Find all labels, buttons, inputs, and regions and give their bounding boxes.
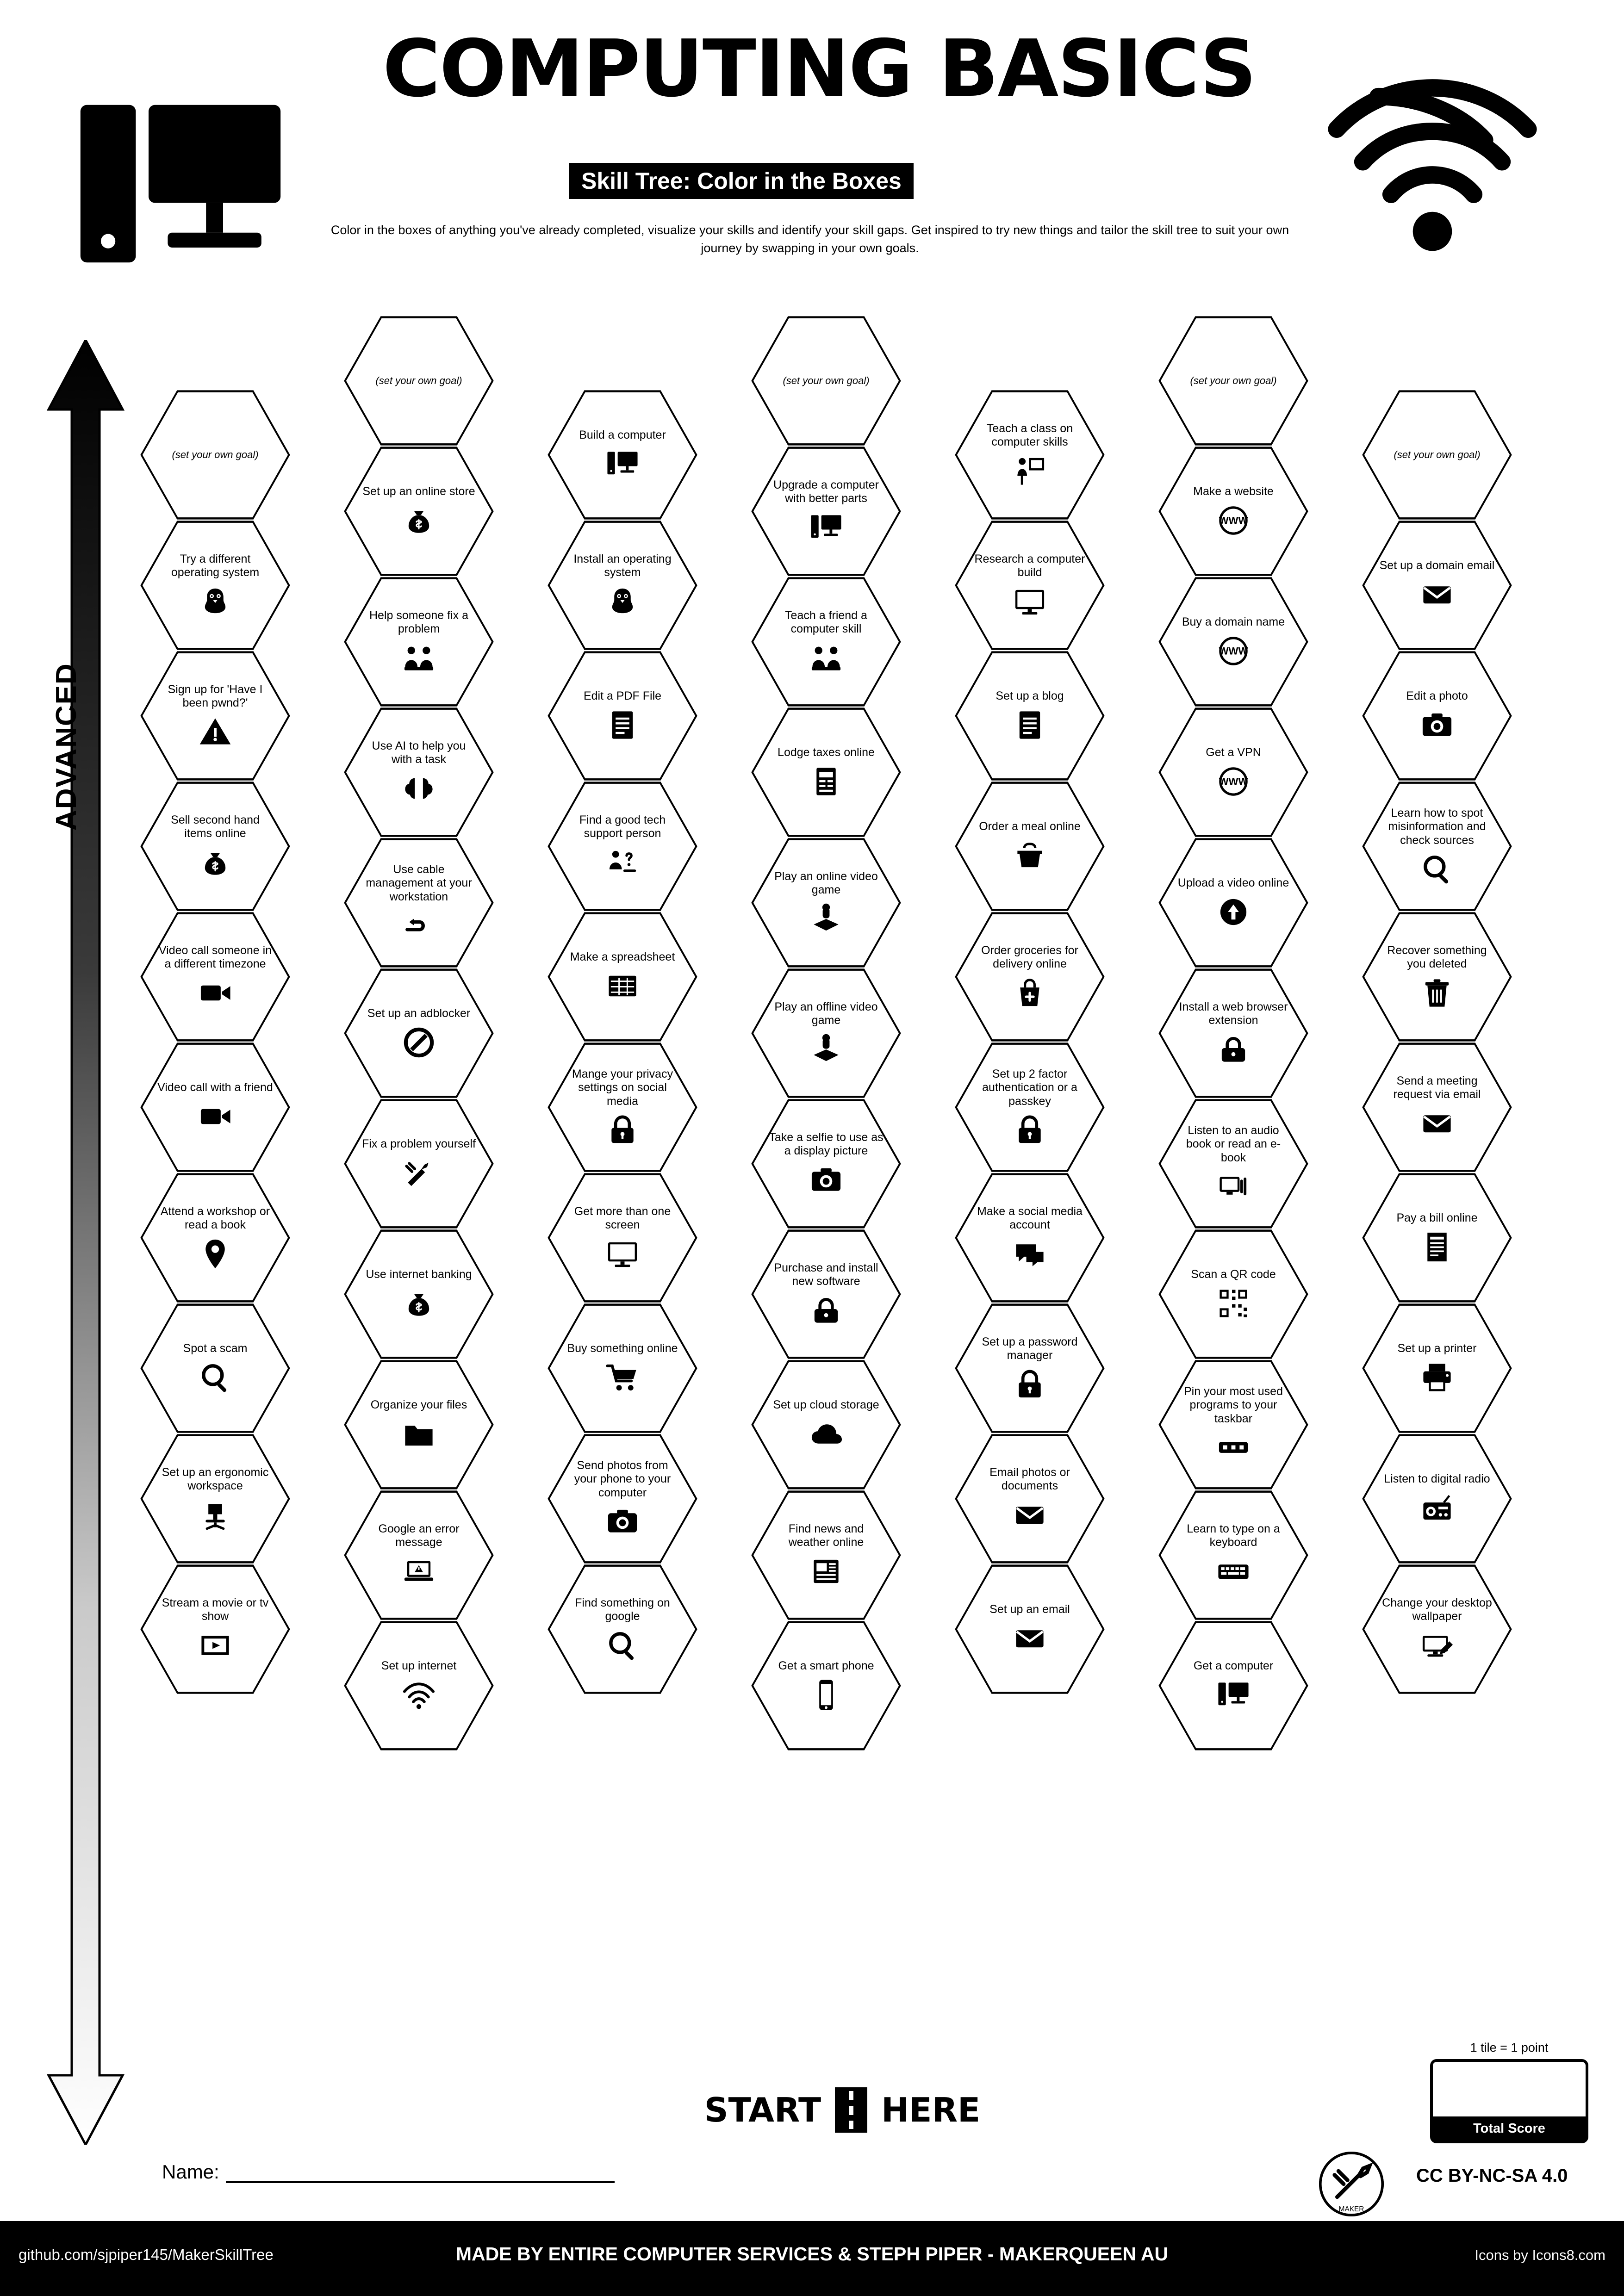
skill-tile[interactable] (546, 780, 699, 912)
skill-tile[interactable] (953, 389, 1106, 521)
skill-tile[interactable] (1361, 1302, 1513, 1434)
printer-icon (1420, 1360, 1454, 1395)
skill-tile[interactable] (1157, 445, 1310, 577)
svg-text:WWW: WWW (1219, 515, 1248, 527)
skill-tile-label: Recover something you deleted (1387, 943, 1487, 970)
skill-tile-label: Pin your most used programs to your taskbar (1184, 1384, 1283, 1425)
skill-tile[interactable] (139, 1041, 292, 1173)
skill-tile-label: Play an offline video game (774, 1000, 878, 1027)
skill-tile-label: Make a website (1193, 485, 1274, 498)
skill-tile[interactable] (139, 1302, 292, 1434)
folder-icon (402, 1417, 436, 1451)
subtitle-banner: Skill Tree: Color in the Boxes (569, 163, 914, 199)
skill-tile[interactable] (1361, 911, 1513, 1043)
skill-tile-label: Edit a PDF File (583, 689, 662, 703)
office-chair-icon (198, 1498, 232, 1532)
page-title: COMPUTING BASICS (382, 23, 1256, 115)
www-globe-icon (1216, 634, 1251, 668)
skill-tile-label: Set up a blog (996, 689, 1064, 703)
smartphone-icon (809, 1678, 843, 1712)
skill-tile-label: Build a computer (579, 428, 666, 442)
skill-tile-label: (set your own goal) (783, 375, 870, 386)
skill-tile[interactable] (1157, 576, 1310, 708)
skill-tile-label: Find a good tech support person (579, 813, 666, 840)
skill-tile-label: Purchase and install new software (774, 1261, 878, 1288)
news-icon (809, 1554, 843, 1589)
skill-tile[interactable] (750, 1359, 902, 1491)
skill-tile[interactable] (1361, 650, 1513, 782)
takeaway-food-icon (1013, 838, 1047, 873)
skill-tile-label: Listen to digital radio (1384, 1472, 1490, 1486)
skill-tile-custom-goal[interactable] (750, 315, 902, 447)
trash-icon (1420, 976, 1454, 1010)
monitor-icon (605, 1237, 640, 1271)
svg-text:WWW: WWW (1219, 776, 1248, 788)
joystick-icon (809, 902, 843, 936)
skill-tile-label: Video call someone in a different timezone (158, 943, 272, 970)
skill-tile[interactable] (139, 519, 292, 652)
skill-tile-label: Get a smart phone (778, 1659, 874, 1673)
skill-tile[interactable] (342, 1489, 495, 1621)
skill-tile[interactable] (342, 1620, 495, 1752)
skill-tile[interactable] (953, 911, 1106, 1043)
location-pin-icon (198, 1237, 232, 1271)
skill-tile-label: Find news and weather online (788, 1522, 864, 1549)
skill-tile[interactable] (139, 780, 292, 912)
warning-triangle-icon (198, 715, 232, 749)
camera-icon (605, 1504, 640, 1539)
presenter-icon (1013, 454, 1047, 488)
grocery-bag-icon (1013, 976, 1047, 1010)
skill-tile[interactable] (953, 1172, 1106, 1304)
desktop-computer-icon (1216, 1678, 1251, 1712)
lock-icon (1013, 1113, 1047, 1147)
wallpaper-edit-icon (1420, 1628, 1454, 1663)
camera-icon (809, 1163, 843, 1197)
skill-tile[interactable] (750, 967, 902, 1099)
skill-tile[interactable] (139, 650, 292, 782)
start-here-marker (666, 2082, 1018, 2138)
skill-tile-label: Mange your privacy settings on social media (572, 1067, 673, 1108)
brain-chip-icon (402, 771, 436, 806)
spreadsheet-icon (605, 969, 640, 1003)
skill-tile-label: Sell second hand items online (171, 813, 260, 840)
skill-tile[interactable] (546, 911, 699, 1043)
skill-tile[interactable] (1361, 1172, 1513, 1304)
skill-tile[interactable] (342, 967, 495, 1099)
skill-tile[interactable] (342, 1228, 495, 1360)
skill-tile-label: Play an online video game (774, 869, 878, 896)
skill-tile[interactable] (953, 1433, 1106, 1565)
tile-point-note: 1 tile = 1 point (1470, 2041, 1549, 2054)
install-lock-icon (809, 1293, 843, 1328)
skill-tile[interactable] (139, 1433, 292, 1565)
wifi-icon (402, 1678, 436, 1712)
skill-tile[interactable] (1157, 1620, 1310, 1752)
name-field[interactable] (162, 2161, 615, 2183)
skill-tile-label: Set up a printer (1397, 1342, 1477, 1355)
footer-link[interactable]: github.com/sjpiper145/MakerSkillTree (19, 2246, 274, 2263)
chat-bubbles-icon (1013, 1237, 1047, 1271)
svg-text:MAKER: MAKER (1338, 2205, 1364, 2213)
camera-icon (1420, 708, 1454, 742)
skill-tile-custom-goal[interactable] (342, 315, 495, 447)
audio-screen-icon (1216, 1169, 1251, 1204)
skill-tile-label: Organize your files (370, 1398, 467, 1412)
skill-tile[interactable] (342, 445, 495, 577)
skill-tile-label: Use internet banking (366, 1268, 472, 1281)
total-score-label: Total Score (1433, 2116, 1586, 2141)
svg-text:WWW: WWW (1219, 645, 1248, 657)
skill-tile[interactable] (953, 650, 1106, 782)
desktop-computer-icon (605, 447, 640, 481)
skill-tile[interactable] (1157, 1359, 1310, 1491)
total-score-box[interactable] (1430, 2041, 1588, 2143)
skill-tile-custom-goal[interactable] (1361, 389, 1513, 521)
money-bag-icon (402, 503, 436, 538)
tools-icon (402, 1156, 436, 1190)
skill-tile-label: Fix a problem yourself (362, 1137, 476, 1151)
skill-tile-label: Edit a photo (1406, 689, 1468, 703)
teaching-people-icon (402, 641, 436, 675)
skill-tile[interactable] (953, 1302, 1106, 1434)
skill-tile-label: Learn how to spot misinformation and check sources (1388, 806, 1486, 847)
skill-tile[interactable] (139, 911, 292, 1043)
magnifier-icon (1420, 852, 1454, 886)
skill-tile[interactable] (546, 650, 699, 782)
skill-tile-label: Make a social media account (977, 1204, 1083, 1231)
footer-icons-credit: Icons by Icons8.com (1475, 2247, 1605, 2263)
skill-tile[interactable] (953, 1563, 1106, 1695)
skill-tile[interactable] (750, 1620, 902, 1752)
skill-tile-label: Buy something online (567, 1342, 678, 1355)
skill-tile-label: Listen to an audio book or read an e-book (1186, 1123, 1281, 1164)
no-entry-icon (402, 1025, 436, 1060)
skill-tile-label: Upgrade a computer with better parts (773, 478, 879, 505)
lock-icon (605, 1113, 640, 1147)
monitor-icon (1013, 584, 1047, 619)
skill-tile[interactable] (1157, 1489, 1310, 1621)
skill-tile-custom-goal[interactable] (1157, 315, 1310, 447)
teaching-people-icon (809, 641, 843, 675)
skill-tile-label: Lodge taxes online (778, 746, 875, 759)
axis-label-advanced: ADVANCED (50, 663, 82, 831)
skill-tile[interactable] (953, 1041, 1106, 1173)
document-icon (605, 708, 640, 742)
money-bag-icon (198, 845, 232, 880)
taskbar-icon (1216, 1430, 1251, 1464)
skill-tile[interactable] (546, 389, 699, 521)
intro-text: Color in the boxes of anything you've already completed, visualize your skills and identify your skill gaps. Get inspired to try new things and tailor the skill tree to suit your own journey by swapping in your own goals. (330, 223, 1289, 255)
skill-tile-label: Set up internet (381, 1659, 457, 1673)
skill-tile-label: Find something on google (575, 1596, 670, 1623)
envelope-icon (1013, 1621, 1047, 1656)
skill-tile-label: Buy a domain name (1182, 615, 1285, 629)
skill-tile-label: Change your desktop wallpaper (1382, 1596, 1492, 1623)
qr-code-icon (1216, 1286, 1251, 1321)
skill-tile-label: Email photos or documents (989, 1465, 1070, 1492)
desktop-computer-icon (809, 510, 843, 545)
skill-tile[interactable] (953, 780, 1106, 912)
skill-tile-label: Try a different operating system (171, 552, 260, 579)
keyboard-icon (1216, 1554, 1251, 1589)
cable-icon (402, 908, 436, 943)
skill-tile[interactable] (139, 1563, 292, 1695)
envelope-icon (1013, 1498, 1047, 1532)
money-bag-icon (402, 1286, 436, 1321)
skill-tile-label: Send photos from your phone to your computer (574, 1458, 671, 1499)
skill-tile-label: Set up an adblocker (367, 1007, 471, 1020)
laptop-error-icon (402, 1554, 436, 1589)
name-input-rule[interactable] (226, 2181, 615, 2183)
here-label: HERE (881, 2091, 981, 2129)
video-camera-icon (198, 976, 232, 1010)
skill-tile[interactable] (1157, 1228, 1310, 1360)
skill-tile[interactable] (1361, 1041, 1513, 1173)
poster-footer (0, 2221, 1624, 2296)
skill-tile-label: Order groceries for delivery online (981, 943, 1078, 970)
skill-tile-label: (set your own goal) (1190, 375, 1277, 386)
skill-tile-label: Set up a password manager (982, 1335, 1078, 1362)
install-lock-icon (1216, 1032, 1251, 1067)
skill-tile[interactable] (546, 1041, 699, 1173)
skill-tile[interactable] (750, 837, 902, 969)
name-label: Name: (162, 2161, 219, 2183)
skill-tile-label: Upload a video online (1177, 876, 1289, 890)
skill-tile-label: Set up 2 factor authentication or a passkey (982, 1067, 1077, 1108)
skill-tile[interactable] (342, 1359, 495, 1491)
document-icon (1013, 708, 1047, 742)
www-globe-icon (1216, 764, 1251, 799)
skill-tile[interactable] (546, 1563, 699, 1695)
start-label: START (704, 2091, 821, 2129)
skill-tile[interactable] (1361, 1433, 1513, 1565)
skill-tile-label: Scan a QR code (1191, 1268, 1276, 1281)
invoice-icon (1420, 1230, 1454, 1264)
radio-icon (1420, 1491, 1454, 1525)
skill-tile[interactable] (953, 519, 1106, 652)
skill-tile-label: Get a computer (1193, 1659, 1274, 1673)
skill-tile-label: Research a computer build (974, 552, 1085, 579)
skill-tile-label: Learn to type on a keyboard (1187, 1522, 1280, 1549)
skill-tile-label: Send a meeting request via email (1393, 1074, 1481, 1101)
skill-tile-label: Take a selfie to use as a display picture (769, 1130, 884, 1157)
lock-icon (1013, 1367, 1047, 1402)
skill-tile-label: (set your own goal) (375, 375, 462, 386)
skill-tile[interactable] (1157, 837, 1310, 969)
skill-tile-label: (set your own goal) (1394, 449, 1481, 460)
skill-tile[interactable] (1157, 1098, 1310, 1230)
skill-tile-label: Use AI to help you with a task (372, 739, 466, 766)
skill-tile[interactable] (1361, 780, 1513, 912)
skill-tile-label: Attend a workshop or read a book (160, 1204, 270, 1231)
skill-tile-label: Make a spreadsheet (570, 950, 675, 964)
skill-tile-label: Video call with a friend (157, 1081, 273, 1094)
skill-tile[interactable] (546, 1302, 699, 1434)
envelope-icon (1420, 1106, 1454, 1141)
road-icon (835, 2087, 867, 2133)
skill-tile[interactable] (1157, 706, 1310, 838)
magnifier-icon (605, 1628, 640, 1663)
skill-tile[interactable] (342, 706, 495, 838)
skill-tile[interactable] (750, 1489, 902, 1621)
skill-tile-label: Set up an ergonomic workspace (162, 1465, 269, 1492)
skill-tile-label: Stream a movie or tv show (162, 1596, 269, 1623)
skill-tile-label: Set up a domain email (1379, 559, 1495, 572)
joystick-icon (809, 1032, 843, 1067)
linux-penguin-icon (198, 584, 232, 619)
cloud-icon (809, 1417, 843, 1451)
skill-tile-label: Set up an online store (362, 485, 475, 498)
skill-tile-label: Pay a bill online (1396, 1211, 1478, 1225)
skill-tile[interactable] (546, 519, 699, 652)
skill-tile-label: Spot a scam (183, 1342, 248, 1355)
skill-tile-label: Use cable management at your workstation (366, 863, 472, 903)
skill-tile[interactable] (342, 1098, 495, 1230)
skill-tile-label: Order a meal online (979, 820, 1081, 833)
skill-tile-label: Help someone fix a problem (369, 608, 468, 635)
skill-tile-label: Sign up for 'Have I been pwnd?' (168, 683, 263, 709)
skill-tile-label: Teach a class on computer skills (986, 422, 1073, 448)
license-text: CC BY-NC-SA 4.0 (1416, 2166, 1568, 2186)
support-person-icon (605, 845, 640, 880)
skill-tile[interactable] (750, 445, 902, 577)
envelope-icon (1420, 577, 1454, 612)
skill-tile-label: Set up an email (989, 1603, 1070, 1616)
skill-tile-label: Get more than one screen (574, 1204, 671, 1231)
skill-tile[interactable] (750, 1098, 902, 1230)
skill-tile-label: (set your own goal) (172, 449, 259, 460)
upload-icon (1216, 895, 1251, 929)
skill-tile[interactable] (1361, 519, 1513, 652)
skill-tile-custom-goal[interactable] (139, 389, 292, 521)
skill-tile-label: Install a web browser extension (1179, 1000, 1288, 1027)
skill-tile[interactable] (1157, 967, 1310, 1099)
skill-tile[interactable] (750, 576, 902, 708)
footer-credit: MADE BY ENTIRE COMPUTER SERVICES & STEPH PIPER - MAKERQUEEN AU (455, 2243, 1169, 2265)
linux-penguin-icon (605, 584, 640, 619)
film-play-icon (198, 1628, 232, 1663)
form-icon (809, 764, 843, 799)
skill-tile[interactable] (546, 1433, 699, 1565)
maker-badge-icon (1319, 2152, 1384, 2216)
shopping-cart-icon (605, 1360, 640, 1395)
skill-tile[interactable] (750, 706, 902, 838)
skill-tile-label: Install an operating system (573, 552, 672, 579)
magnifier-icon (198, 1360, 232, 1395)
skill-tile[interactable] (139, 1172, 292, 1304)
skill-tile[interactable] (342, 576, 495, 708)
skill-tile[interactable] (546, 1172, 699, 1304)
video-camera-icon (198, 1099, 232, 1134)
skill-tile-label: Get a VPN (1206, 746, 1261, 759)
skill-tile-label: Teach a friend a computer skill (785, 608, 867, 635)
skill-tile[interactable] (1361, 1563, 1513, 1695)
skill-tile-label: Set up cloud storage (773, 1398, 879, 1412)
skill-tile[interactable] (750, 1228, 902, 1360)
www-globe-icon (1216, 503, 1251, 538)
skill-tile[interactable] (342, 837, 495, 969)
skill-tile-label: Google an error message (378, 1522, 460, 1549)
